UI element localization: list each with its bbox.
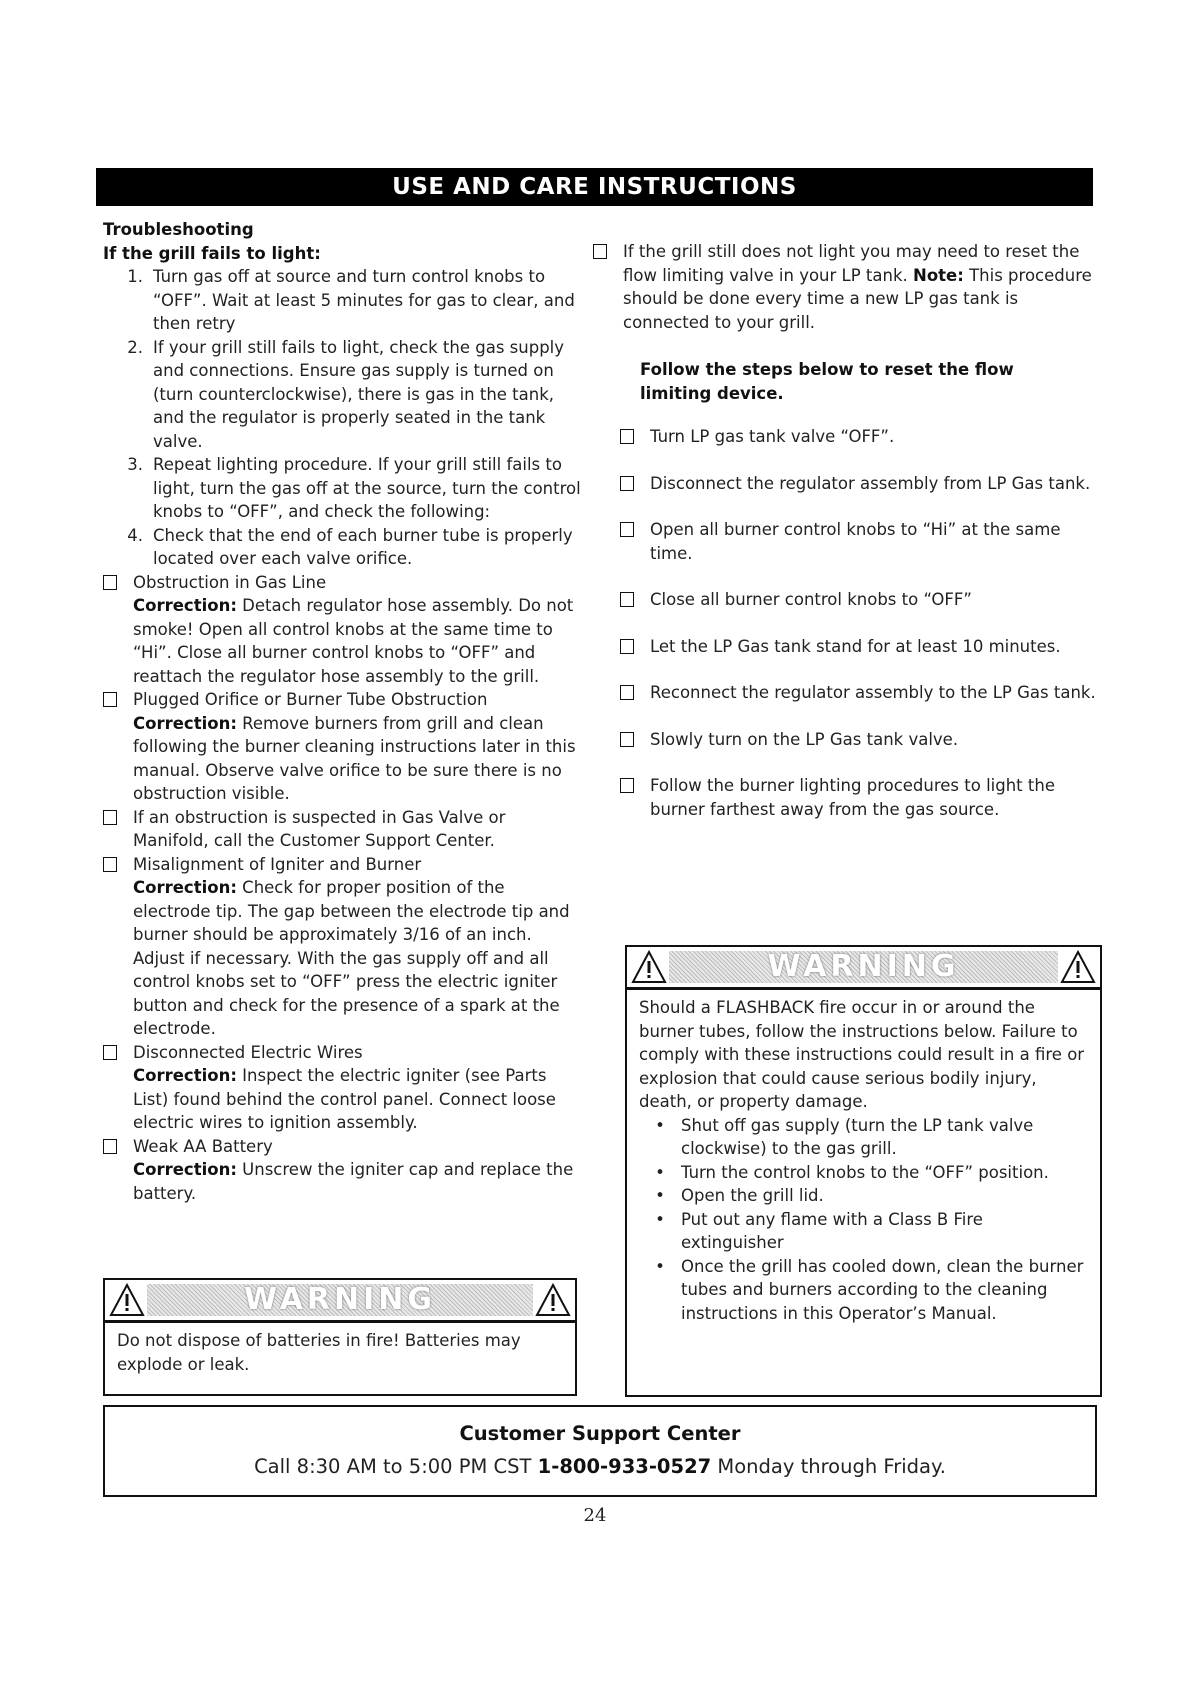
checkbox-icon	[103, 1045, 117, 1060]
step-item: Let the LP Gas tank stand for at least 10 minutes.	[620, 635, 1100, 659]
warning-text: Do not dispose of batteries in fire! Batteries may explode or leak.	[117, 1331, 521, 1374]
support-hours: Call 8:30 AM to 5:00 PM CST 1-800-933-0527 Monday through Friday.	[254, 1455, 946, 1478]
warning-text: Should a FLASHBACK fire occur in or around the burner tubes, follow the instructions below. Failure to comply with these instructions could result in a fire or explosion that could cause serious bodily injury, death, or property damage. • Shut off gas supply (turn the LP tank valve clockwise) to the gas grill. • Turn the control knobs to the “OFF” position. • Open the grill lid. • Put out any flame with a Class B Fire extinguisher • Once the grill has cooled down, clean the burner tubes and burners according to the cleaning instructions in this Operator’s Manual.	[627, 990, 1100, 1331]
list-item: • Open the grill lid.	[655, 1186, 824, 1205]
checklist-item: If an obstruction is suspected in Gas Valve or Manifold, call the Customer Support Center.	[103, 806, 583, 853]
checkbox-icon	[620, 732, 634, 747]
support-phone: 1-800-933-0527	[537, 1455, 712, 1478]
checkbox-icon	[620, 429, 634, 444]
warning-triangle-icon	[1060, 949, 1096, 985]
checkbox-icon	[620, 592, 634, 607]
list-item: • Put out any flame with a Class B Fire extinguisher	[655, 1209, 983, 1252]
list-item: • Shut off gas supply (turn the LP tank valve clockwise) to the gas grill.	[655, 1115, 1034, 1158]
checkbox-icon	[103, 1139, 117, 1154]
step-item: Follow the burner lighting procedures to light the burner farthest away from the gas source.	[620, 774, 1100, 821]
checklist-item: Weak AA Battery	[103, 1135, 583, 1159]
warning-triangle-icon	[535, 1282, 571, 1318]
checkbox-icon	[103, 810, 117, 825]
list-item: 3. Repeat lighting procedure. If your grill still fails to light, turn the gas off at the source, turn the control knobs to “OFF”, and check the following:	[127, 455, 581, 521]
support-title: Customer Support Center	[459, 1422, 741, 1445]
list-item: • Once the grill has cooled down, clean the burner tubes and burners according to the cleaning instructions in this Operator’s Manual.	[655, 1256, 1084, 1323]
correction-text: Correction: Check for proper position of the electrode tip. The gap between the electrode tip and burner should be approximately 3/16 of an inch. Adjust if necessary. With the gas supply off and all control knobs set to “OFF” press the electric igniter button and check for the presence of a spark at the electrode.	[133, 878, 570, 1038]
warning-label: WARNING	[767, 949, 960, 984]
warning-label: WARNING	[243, 1282, 437, 1317]
fails-to-light-subheading: If the grill fails to light:	[103, 243, 321, 263]
customer-support-box	[103, 1405, 1097, 1497]
list-item: • Turn the control knobs to the “OFF” position.	[655, 1162, 1049, 1182]
checkbox-icon	[620, 522, 634, 537]
checklist-item: Obstruction in Gas Line	[103, 571, 583, 595]
step-item: Slowly turn on the LP Gas tank valve.	[620, 728, 1100, 752]
checklist-item: Plugged Orifice or Burner Tube Obstruction	[103, 688, 583, 712]
reset-steps-heading: Follow the steps below to reset the flow limiting device.	[640, 360, 1014, 403]
checkbox-icon	[103, 575, 117, 590]
troubleshooting-column	[103, 218, 583, 1205]
checklist-item: Disconnected Electric Wires	[103, 1041, 583, 1065]
warning-header	[105, 1280, 575, 1323]
list-item: 1. Turn gas off at source and turn control knobs to “OFF”. Wait at least 5 minutes for gas to clear, and then retry	[127, 267, 575, 333]
correction-text: Correction: Detach regulator hose assembly. Do not smoke! Open all control knobs at the same time to “Hi”. Close all burner control knobs to “OFF” and reattach the regulator hose assembly to the grill.	[133, 596, 574, 686]
list-item: 2. If your grill still fails to light, check the gas supply and connections. Ensure gas supply is turned on (turn counterclockwise), there is gas in the tank, and the regulator is properly seated in the tank valve.	[127, 337, 565, 451]
correction-text: Correction: Remove burners from grill and clean following the burner cleaning instructions later in this manual. Observe valve orifice to be sure there is no obstruction visible.	[133, 713, 576, 803]
checkbox-icon	[620, 639, 634, 654]
checkbox-icon	[593, 244, 607, 259]
checklist-item: If the grill still does not light you may need to reset the flow limiting valve in your LP tank. Note: This procedure should be done every time a new LP gas tank is connected to your grill.	[593, 240, 1100, 334]
reset-steps	[620, 425, 1100, 821]
numbered-list	[103, 265, 583, 571]
checklist-item: Misalignment of Igniter and Burner	[103, 853, 583, 877]
checkbox-icon	[103, 692, 117, 707]
correction-text: Correction: Unscrew the igniter cap and replace the battery.	[133, 1160, 574, 1203]
step-item: Open all burner control knobs to “Hi” at the same time.	[620, 518, 1100, 565]
step-item: Reconnect the regulator assembly to the LP Gas tank.	[620, 681, 1100, 705]
step-item: Disconnect the regulator assembly from LP Gas tank.	[620, 472, 1100, 496]
step-item: Close all burner control knobs to “OFF”	[620, 588, 1100, 612]
checkbox-icon	[620, 685, 634, 700]
page-number: 24	[583, 1505, 607, 1526]
warning-header	[627, 947, 1100, 990]
correction-text: Correction: Inspect the electric igniter (see Parts List) found behind the control panel. Connect loose electric wires to ignition assembly.	[133, 1066, 556, 1132]
section-banner: USE AND CARE INSTRUCTIONS	[96, 168, 1093, 206]
checkbox-icon	[620, 476, 634, 491]
reset-column	[620, 240, 1100, 821]
battery-warning-box	[103, 1278, 577, 1396]
troubleshooting-heading: Troubleshooting	[103, 220, 254, 239]
flashback-warning-box	[625, 945, 1102, 1397]
step-item: Turn LP gas tank valve “OFF”.	[620, 425, 1100, 449]
checkbox-icon	[103, 857, 117, 872]
checkbox-icon	[620, 778, 634, 793]
list-item: 4. Check that the end of each burner tube is properly located over each valve orifice.	[127, 525, 573, 568]
